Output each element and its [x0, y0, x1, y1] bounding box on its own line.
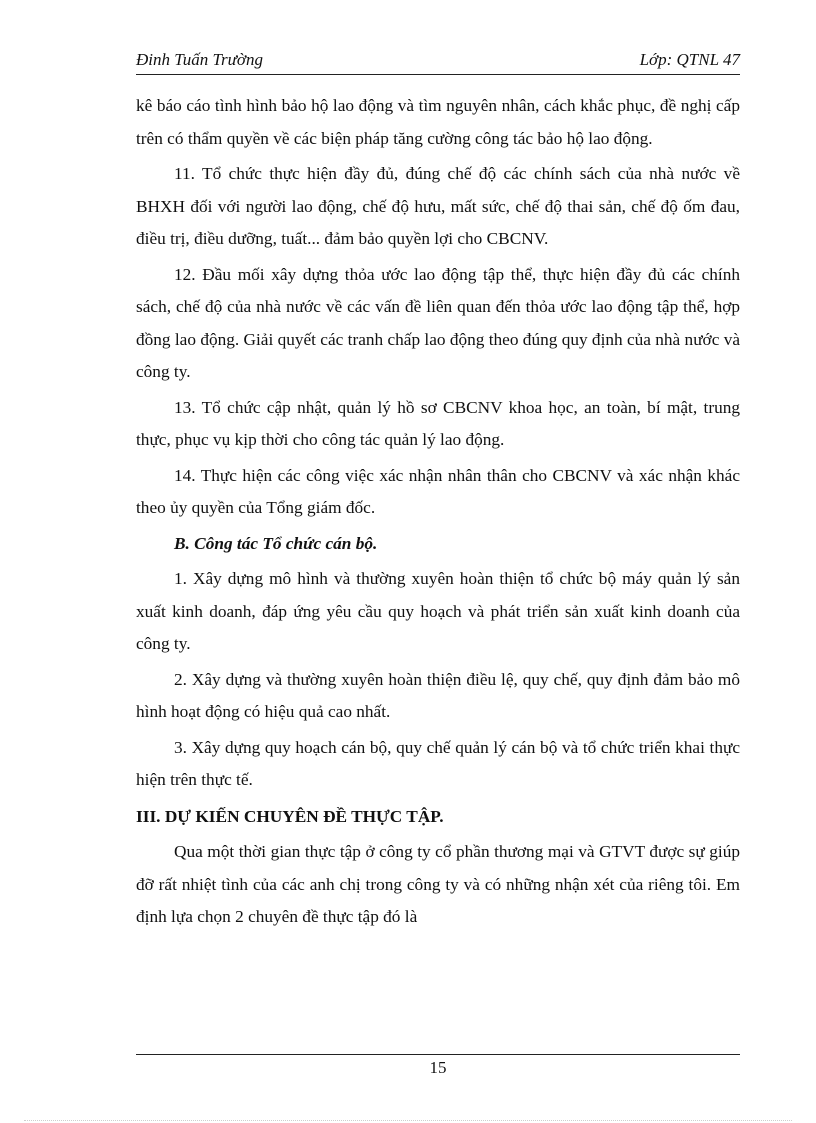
- header-author: Đinh Tuấn Trường: [136, 50, 263, 69]
- body-text: [136, 90, 740, 937]
- page-number: 15: [429, 1058, 447, 1077]
- paragraph-item-12: 12. Đầu mối xây dựng thỏa ước lao động tập thể, thực hiện đầy đủ các chính sách, chế độ của nhà nước về các vấn đề liên quan đến thỏa ước lao động tập thể, hợp đồng lao động. Giải quyết các tranh chấp lao động theo đúng quy định của nhà nước và công ty.: [136, 264, 740, 381]
- paragraph-b-item-2: 2. Xây dựng và thường xuyên hoàn thiện điều lệ, quy chế, quy định đảm bảo mô hình hoạt động có hiệu quả cao nhất.: [136, 669, 740, 721]
- page-header: [136, 48, 740, 75]
- paragraph-item-11: 11. Tổ chức thực hiện đầy đủ, đúng chế độ các chính sách của nhà nước về BHXH đối với người lao động, chế độ hưu, mất sức, chế độ thai sản, chế độ ốm đau, điều trị, điều dưỡng, tuất... đảm bảo quyền lợi cho CBCNV.: [136, 164, 740, 248]
- paragraph-b-item-3: 3. Xây dựng quy hoạch cán bộ, quy chế quản lý cán bộ và tổ chức triển khai thực hiện trên thực tế.: [136, 737, 740, 789]
- header-class: Lớp: QTNL 47: [639, 50, 740, 69]
- footer-rule: [136, 1054, 740, 1055]
- paragraph-item-13: 13. Tổ chức cập nhật, quản lý hồ sơ CBCNV khoa học, an toàn, bí mật, trung thực, phục vụ kịp thời cho công tác quản lý lao động.: [136, 397, 740, 449]
- page-bottom-dotted-line: [24, 1120, 792, 1121]
- paragraph-item-14: 14. Thực hiện các công việc xác nhận nhân thân cho CBCNV và xác nhận khác theo ủy quyền của Tổng giám đốc.: [136, 465, 740, 517]
- section-heading-iii: III. DỰ KIẾN CHUYÊN ĐỀ THỰC TẬP.: [136, 806, 444, 826]
- subheading-b: B. Công tác Tổ chức cán bộ.: [174, 533, 378, 553]
- paragraph-intro: Qua một thời gian thực tập ở công ty cổ phần thương mại và GTVT được sự giúp đỡ rất nhiệt tình của các anh chị trong công ty và có những nhận xét của riêng tôi. Em định lựa chọn 2 chuyên đề thực tập đó là: [136, 842, 740, 926]
- paragraph-b-item-1: 1. Xây dựng mô hình và thường xuyên hoàn thiện tổ chức bộ máy quản lý sản xuất kinh doanh, đáp ứng yêu cầu quy hoạch và phát triển sản xuất kinh doanh của công ty.: [136, 569, 740, 653]
- paragraph-continuation: kê báo cáo tình hình bảo hộ lao động và tìm nguyên nhân, cách khắc phục, đề nghị cấp trên có thẩm quyền về các biện pháp tăng cường công tác bảo hộ lao động.: [136, 96, 740, 148]
